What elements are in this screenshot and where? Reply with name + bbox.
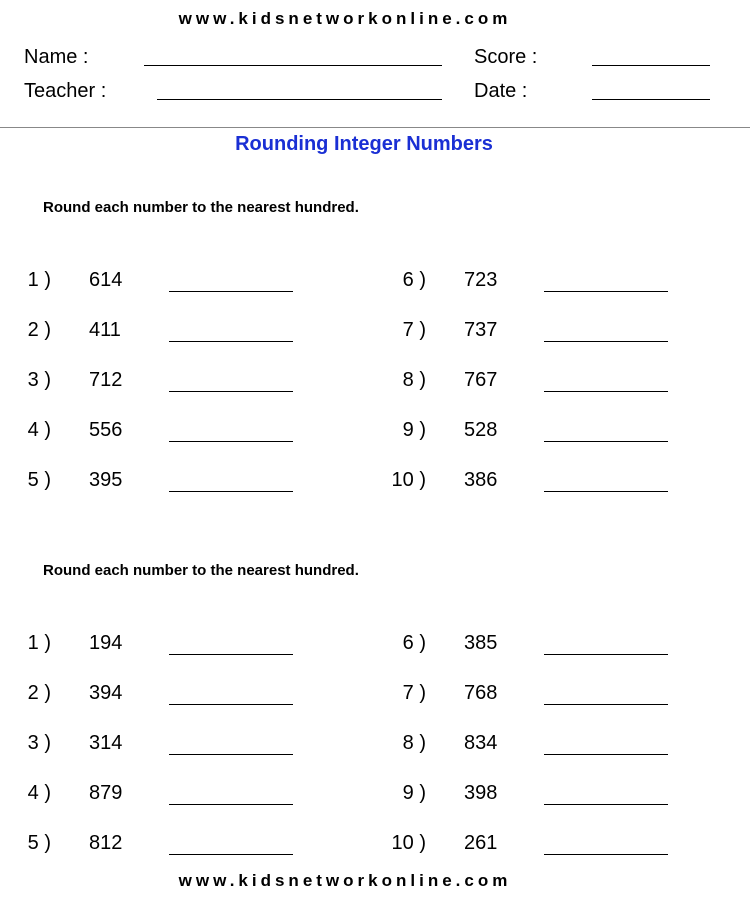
teacher-label: Teacher : xyxy=(24,80,107,102)
problem-number: 6 ) xyxy=(402,632,426,654)
problem-value: 723 xyxy=(464,269,498,291)
problem-value: 261 xyxy=(464,832,498,854)
problem-number: 1 ) xyxy=(27,632,51,654)
problem-value: 394 xyxy=(89,682,123,704)
answer-blank[interactable] xyxy=(544,491,668,492)
answer-blank[interactable] xyxy=(544,754,668,755)
page-title: Rounding Integer Numbers xyxy=(235,133,493,155)
answer-blank[interactable] xyxy=(544,804,668,805)
problem-value: 737 xyxy=(464,319,498,341)
problem-value: 314 xyxy=(89,732,123,754)
problem-value: 614 xyxy=(89,269,123,291)
answer-blank[interactable] xyxy=(544,341,668,342)
problem-item xyxy=(0,319,750,349)
problem-set-1 xyxy=(0,269,750,519)
problem-number: 10 ) xyxy=(391,469,426,491)
problem-value: 398 xyxy=(464,782,498,804)
problem-number: 6 ) xyxy=(402,269,426,291)
problem-number: 4 ) xyxy=(27,782,51,804)
answer-blank[interactable] xyxy=(544,441,668,442)
answer-blank[interactable] xyxy=(544,654,668,655)
problem-number: 9 ) xyxy=(402,419,426,441)
problem-value: 767 xyxy=(464,369,498,391)
problem-item xyxy=(0,832,750,862)
problem-item xyxy=(0,682,750,712)
problem-number: 1 ) xyxy=(27,269,51,291)
problem-value: 712 xyxy=(89,369,123,391)
problem-item xyxy=(0,469,750,499)
problem-item xyxy=(0,632,750,662)
site-url-top: www.kidsnetworkonline.com xyxy=(178,9,512,28)
problem-value: 386 xyxy=(464,469,498,491)
instruction-2: Round each number to the nearest hundred. xyxy=(43,562,359,579)
problem-number: 5 ) xyxy=(27,469,51,491)
problem-number: 8 ) xyxy=(402,732,426,754)
name-field[interactable] xyxy=(144,65,442,66)
problem-item xyxy=(0,732,750,762)
problem-number: 9 ) xyxy=(402,782,426,804)
problem-value: 194 xyxy=(89,632,123,654)
problem-item xyxy=(0,369,750,399)
instruction-1: Round each number to the nearest hundred. xyxy=(43,199,359,216)
problem-item xyxy=(0,782,750,812)
problem-value: 385 xyxy=(464,632,498,654)
problem-number: 10 ) xyxy=(391,832,426,854)
problem-number: 2 ) xyxy=(27,682,51,704)
answer-blank[interactable] xyxy=(544,704,668,705)
problem-value: 812 xyxy=(89,832,123,854)
header-divider xyxy=(0,127,750,128)
answer-blank[interactable] xyxy=(544,854,668,855)
teacher-field[interactable] xyxy=(157,99,442,100)
problem-number: 7 ) xyxy=(402,319,426,341)
score-field[interactable] xyxy=(592,65,710,66)
problem-number: 2 ) xyxy=(27,319,51,341)
answer-blank[interactable] xyxy=(544,391,668,392)
problem-value: 834 xyxy=(464,732,498,754)
site-url-bottom: www.kidsnetworkonline.com xyxy=(178,871,512,890)
problem-number: 7 ) xyxy=(402,682,426,704)
problem-value: 528 xyxy=(464,419,498,441)
problem-number: 3 ) xyxy=(27,732,51,754)
problem-value: 556 xyxy=(89,419,123,441)
date-field[interactable] xyxy=(592,99,710,100)
problem-number: 3 ) xyxy=(27,369,51,391)
problem-number: 5 ) xyxy=(27,832,51,854)
name-label: Name : xyxy=(24,46,89,68)
problem-set-2 xyxy=(0,632,750,882)
problem-value: 768 xyxy=(464,682,498,704)
problem-item xyxy=(0,419,750,449)
answer-blank[interactable] xyxy=(544,291,668,292)
date-label: Date : xyxy=(474,80,528,102)
score-label: Score : xyxy=(474,46,538,68)
problem-item xyxy=(0,269,750,299)
problem-number: 8 ) xyxy=(402,369,426,391)
problem-number: 4 ) xyxy=(27,419,51,441)
problem-value: 411 xyxy=(89,319,121,341)
problem-value: 879 xyxy=(89,782,123,804)
problem-value: 395 xyxy=(89,469,123,491)
